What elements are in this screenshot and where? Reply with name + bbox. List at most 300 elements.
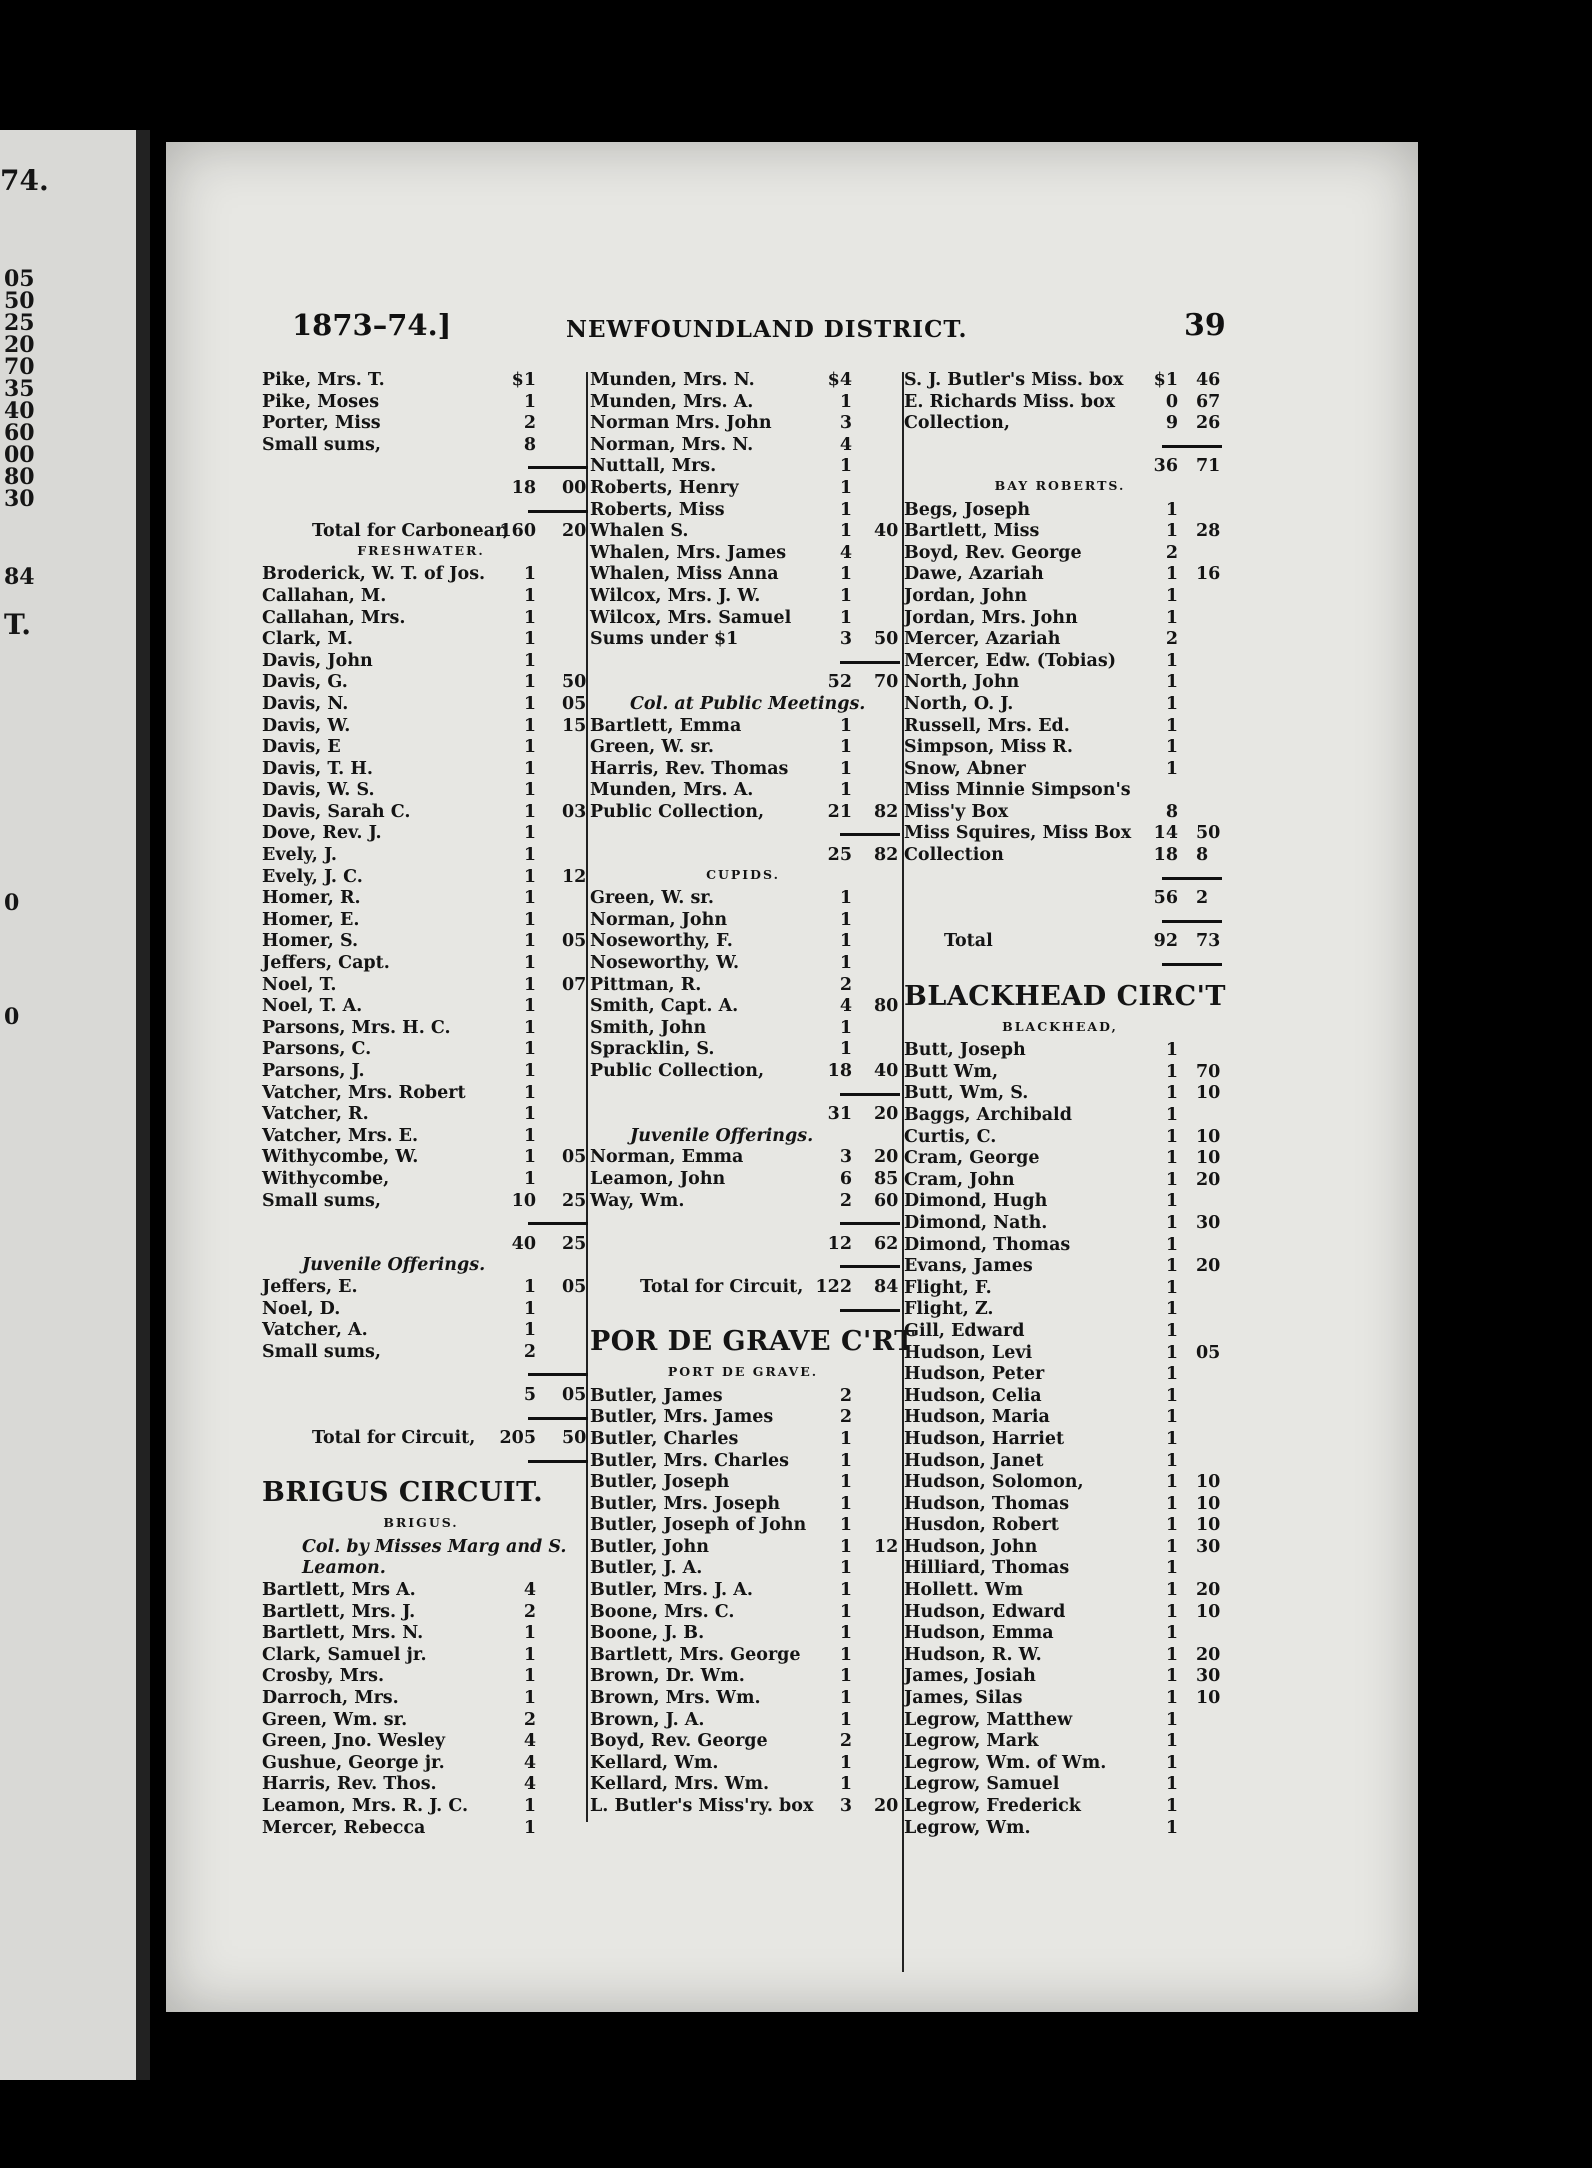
entry-name: Bartlett, Mrs. N. bbox=[262, 1623, 424, 1644]
ledger-row bbox=[590, 931, 896, 953]
ledger-row bbox=[590, 1580, 896, 1602]
amount-dollars: 1 bbox=[839, 909, 852, 930]
amount-cents: 10 bbox=[1196, 1601, 1221, 1622]
ledger-row bbox=[262, 1558, 580, 1580]
amount-dollars: 3 bbox=[839, 1796, 852, 1816]
entry-name: Gushue, George jr. bbox=[262, 1752, 445, 1773]
amount-dollars: 1 bbox=[1165, 1472, 1178, 1493]
ledger-row bbox=[262, 1731, 580, 1753]
ledger-row bbox=[904, 1451, 1216, 1473]
amount-dollars: 1 bbox=[839, 888, 852, 909]
ledger-row bbox=[590, 1061, 899, 1083]
entry-name: Davis, W. S. bbox=[262, 780, 375, 801]
amount-dollars: 1 bbox=[523, 1644, 536, 1665]
ledger-row bbox=[262, 1753, 580, 1775]
ledger-row bbox=[904, 716, 1216, 738]
amount-dollars: 1 bbox=[839, 931, 852, 952]
entry-name: Green, Jno. Wesley bbox=[262, 1731, 446, 1752]
column-3 bbox=[904, 370, 1226, 1839]
ledger-row bbox=[904, 737, 1216, 759]
amount-dollars: 1 bbox=[523, 715, 536, 736]
ledger-row bbox=[590, 1255, 896, 1277]
entry-name: Pike, Moses bbox=[262, 391, 380, 412]
entry-name: Munden, Mrs. A. bbox=[590, 780, 754, 801]
entry-name: Collection bbox=[904, 845, 1004, 866]
entry-name: Vatcher, R. bbox=[262, 1104, 369, 1125]
entry-name: Legrow, Matthew bbox=[904, 1709, 1073, 1730]
amount-cents: 10 bbox=[1196, 1515, 1221, 1536]
amount-dollars: 1 bbox=[839, 737, 852, 758]
amount-cents: 05 bbox=[562, 1384, 587, 1405]
entry-name: CUPIDS. bbox=[706, 866, 780, 882]
amount-dollars: 1 bbox=[839, 477, 852, 498]
amount-dollars: 1 bbox=[839, 456, 852, 477]
entry-name: Evely, J. bbox=[262, 845, 337, 866]
ledger-row bbox=[904, 564, 1221, 586]
amount-dollars: 4 bbox=[523, 1752, 536, 1773]
ledger-row bbox=[904, 1623, 1216, 1645]
ledger-row bbox=[262, 543, 580, 565]
ledger-row bbox=[262, 1083, 580, 1105]
ledger-row bbox=[262, 521, 587, 543]
ledger-row bbox=[262, 586, 580, 608]
amount-cents: 80 bbox=[874, 996, 899, 1017]
entry-name: Legrow, Wm. bbox=[904, 1817, 1031, 1838]
amount-dollars: 2 bbox=[839, 1407, 852, 1428]
ledger-row bbox=[262, 435, 580, 457]
entry-name: Hudson, Solomon, bbox=[904, 1472, 1084, 1493]
amount-dollars: 1 bbox=[523, 693, 536, 714]
ledger-row bbox=[590, 1190, 899, 1213]
amount-cents: 26 bbox=[1196, 413, 1221, 434]
entry-name: BAY ROBERTS. bbox=[994, 477, 1126, 493]
entry-name: Col. at Public Meetings. bbox=[630, 693, 866, 714]
entry-name: Noel, D. bbox=[262, 1298, 341, 1319]
amount-dollars: 1 bbox=[1165, 1666, 1178, 1687]
ledger-row bbox=[904, 1321, 1216, 1343]
ledger-row bbox=[262, 1645, 580, 1667]
amount-dollars: 1 bbox=[1165, 1083, 1178, 1104]
entry-name: Harris, Rev. Thos. bbox=[262, 1774, 437, 1795]
ledger-row bbox=[904, 1169, 1221, 1192]
amount-dollars: 1 bbox=[523, 1276, 536, 1297]
entry-name: Butler, Charles bbox=[590, 1428, 739, 1449]
entry-name: Roberts, Miss bbox=[590, 499, 725, 520]
ledger-row bbox=[904, 888, 1216, 910]
sum-rule bbox=[528, 466, 588, 469]
entry-name: Withycombe, bbox=[262, 1168, 390, 1189]
entry-name: Harris, Rev. Thomas bbox=[590, 758, 789, 779]
ledger-row bbox=[590, 1688, 896, 1710]
entry-name: Dove, Rev. J. bbox=[262, 823, 382, 844]
entry-name: Hudson, Maria bbox=[904, 1407, 1050, 1428]
amount-dollars: 1 bbox=[1165, 1105, 1178, 1125]
entry-name: Hilliard, Thomas bbox=[904, 1558, 1070, 1579]
ledger-row bbox=[262, 715, 587, 738]
amount-cents: 40 bbox=[874, 1061, 899, 1081]
amount-dollars: 14 bbox=[1153, 823, 1178, 844]
entry-name: Butler, Mrs. Charles bbox=[590, 1450, 789, 1471]
entry-name: Butt Wm, bbox=[904, 1061, 999, 1082]
ledger-row bbox=[904, 759, 1216, 781]
amount-dollars: 4 bbox=[523, 1580, 536, 1601]
entry-name: Porter, Miss bbox=[262, 413, 381, 434]
entry-name: Vatcher, Mrs. Robert bbox=[262, 1082, 466, 1103]
amount-cents: 25 bbox=[562, 1233, 587, 1254]
ledger-row bbox=[262, 1537, 580, 1559]
ledger-row bbox=[262, 1320, 580, 1342]
entry-name: Butler, Mrs. James bbox=[590, 1407, 774, 1428]
ledger-row bbox=[590, 500, 896, 522]
ledger-row bbox=[262, 780, 580, 802]
ledger-row bbox=[590, 953, 896, 975]
amount-dollars: 1 bbox=[839, 1450, 852, 1471]
ledger-row bbox=[262, 1276, 587, 1299]
amount-dollars: 1 bbox=[1165, 1515, 1178, 1536]
ledger-row bbox=[590, 478, 896, 500]
ledger-row bbox=[262, 1450, 580, 1472]
ledger-row bbox=[262, 392, 580, 414]
entry-name: BRIGUS. bbox=[383, 1515, 459, 1531]
amount-dollars: 1 bbox=[839, 1688, 852, 1709]
ledger-row bbox=[262, 500, 580, 522]
ledger-row bbox=[590, 1602, 896, 1624]
ledger-row bbox=[262, 953, 580, 975]
amount-dollars: 4 bbox=[839, 542, 852, 563]
entry-name: S. J. Butler's Miss. box bbox=[904, 370, 1124, 390]
ledger-row bbox=[904, 1019, 1216, 1041]
amount-dollars: 1 bbox=[523, 1298, 536, 1319]
entry-name: Miss Squires, Miss Box bbox=[904, 823, 1132, 844]
ledger-row bbox=[590, 608, 896, 630]
ledger-row bbox=[262, 823, 580, 845]
amount-dollars: 1 bbox=[523, 1666, 536, 1687]
ledger-row bbox=[590, 1212, 896, 1234]
entry-name: Munden, Mrs. N. bbox=[590, 370, 755, 390]
amount-dollars: 1 bbox=[1165, 1061, 1178, 1082]
ledger-row bbox=[904, 1429, 1216, 1451]
entry-name: Gill, Edward bbox=[904, 1320, 1025, 1341]
amount-cents: 05 bbox=[562, 693, 587, 714]
entry-name: Snow, Abner bbox=[904, 758, 1026, 779]
amount-dollars: $1 bbox=[511, 370, 536, 390]
amount-dollars: 36 bbox=[1153, 456, 1178, 477]
amount-dollars: 1 bbox=[1165, 1601, 1178, 1622]
entry-name: Butler, James bbox=[590, 1385, 723, 1406]
entry-name: Brown, Dr. Wm. bbox=[590, 1666, 745, 1687]
amount-dollars: 1 bbox=[839, 1039, 852, 1060]
ledger-row bbox=[262, 1407, 580, 1429]
ledger-row bbox=[590, 1731, 896, 1753]
amount-dollars: 1 bbox=[839, 1493, 852, 1514]
amount-dollars: 1 bbox=[1165, 758, 1178, 779]
amount-dollars: 1 bbox=[1165, 1428, 1178, 1449]
amount-dollars: 52 bbox=[827, 672, 852, 693]
amount-dollars: 4 bbox=[523, 1774, 536, 1795]
entry-name: Whalen S. bbox=[590, 521, 689, 542]
header-year: 1873–74.] bbox=[292, 308, 452, 342]
entry-name: North, O. J. bbox=[904, 693, 1014, 714]
entry-name: Hudson, Peter bbox=[904, 1364, 1045, 1385]
amount-dollars: 1 bbox=[839, 1644, 852, 1665]
ledger-row bbox=[262, 801, 587, 824]
ledger-row bbox=[262, 1818, 580, 1840]
amount-dollars: 1 bbox=[839, 1666, 852, 1687]
amount-cents: 50 bbox=[562, 1428, 587, 1449]
entry-name: Russell, Mrs. Ed. bbox=[904, 715, 1070, 736]
amount-dollars: 10 bbox=[511, 1190, 536, 1211]
entry-name: Pike, Mrs. T. bbox=[262, 370, 385, 390]
amount-dollars: 1 bbox=[1165, 1623, 1178, 1644]
entry-name: Hudson, R. W. bbox=[904, 1644, 1042, 1665]
entry-name: Miss'y Box bbox=[904, 801, 1009, 822]
ledger-row bbox=[904, 1235, 1216, 1257]
amount-cents: 30 bbox=[1196, 1212, 1221, 1233]
amount-dollars: 1 bbox=[839, 499, 852, 520]
amount-dollars: 1 bbox=[523, 1061, 536, 1081]
entry-name: Homer, S. bbox=[262, 931, 359, 952]
entry-name: Callahan, M. bbox=[262, 585, 387, 606]
amount-dollars: 1 bbox=[1165, 1752, 1178, 1773]
ledger-row bbox=[904, 1580, 1221, 1602]
ledger-row bbox=[262, 759, 580, 781]
sum-rule bbox=[1162, 877, 1222, 880]
amount-dollars: 2 bbox=[839, 1190, 852, 1211]
ledger-row bbox=[904, 1493, 1221, 1516]
ledger-row bbox=[904, 1796, 1216, 1818]
ledger-row bbox=[904, 823, 1221, 845]
ledger-row bbox=[262, 1212, 580, 1234]
amount-cents: 50 bbox=[562, 672, 587, 693]
ledger-row bbox=[904, 1818, 1216, 1840]
amount-cents: 70 bbox=[874, 672, 899, 693]
entry-name: Hollett. Wm bbox=[904, 1580, 1024, 1601]
ledger-row bbox=[262, 1666, 580, 1688]
ledger-row bbox=[904, 867, 1216, 889]
entry-name: Butt, Wm, S. bbox=[904, 1083, 1029, 1104]
amount-dollars: 2 bbox=[523, 1341, 536, 1362]
amount-cents: 60 bbox=[874, 1190, 899, 1211]
amount-cents: 62 bbox=[874, 1233, 899, 1254]
amount-dollars: 8 bbox=[523, 434, 536, 455]
amount-cents: 10 bbox=[1196, 1083, 1221, 1104]
amount-dollars: 1 bbox=[839, 1536, 852, 1557]
amount-cents: 10 bbox=[1196, 1126, 1221, 1147]
ledger-row bbox=[262, 477, 587, 500]
entry-name: Bartlett, Mrs. J. bbox=[262, 1601, 416, 1622]
entry-name: Sums under $1 bbox=[590, 629, 739, 650]
ledger-row bbox=[590, 716, 896, 738]
entry-name: Butler, Mrs. Joseph bbox=[590, 1493, 781, 1514]
entry-name: Davis, N. bbox=[262, 693, 349, 714]
entry-name: Public Collection, bbox=[590, 1061, 765, 1081]
ledger-row bbox=[590, 1018, 896, 1040]
left-page-fragment bbox=[0, 130, 150, 2080]
amount-dollars: 4 bbox=[523, 1731, 536, 1752]
ledger-row bbox=[262, 564, 580, 586]
amount-cents: 73 bbox=[1196, 931, 1221, 952]
amount-dollars: 2 bbox=[839, 1385, 852, 1406]
ledger-row bbox=[904, 629, 1216, 651]
entry-name: Brown, Mrs. Wm. bbox=[590, 1688, 761, 1709]
ledger-row bbox=[262, 456, 580, 478]
amount-cents: 40 bbox=[874, 521, 899, 542]
amount-dollars: 1 bbox=[839, 1601, 852, 1622]
entry-name: Dimond, Hugh bbox=[904, 1191, 1048, 1212]
entry-name: Dimond, Nath. bbox=[904, 1212, 1048, 1233]
ledger-row bbox=[904, 672, 1216, 694]
ledger-row bbox=[262, 1233, 587, 1256]
amount-dollars: 1 bbox=[1165, 715, 1178, 736]
ledger-row bbox=[590, 1233, 899, 1256]
amount-cents: 20 bbox=[1196, 1644, 1221, 1665]
sum-rule bbox=[1162, 920, 1222, 923]
ledger-row bbox=[262, 1255, 580, 1277]
amount-dollars: 1 bbox=[839, 585, 852, 606]
amount-cents: 15 bbox=[562, 715, 587, 736]
amount-cents: 71 bbox=[1196, 456, 1221, 477]
ledger-row bbox=[590, 801, 899, 824]
ledger-row bbox=[590, 694, 896, 716]
entry-name: Hudson, Harriet bbox=[904, 1428, 1065, 1449]
entry-name: Flight, Z. bbox=[904, 1299, 994, 1320]
amount-dollars: 1 bbox=[839, 1752, 852, 1773]
entry-name: Davis, John bbox=[262, 650, 373, 671]
left-page-fragment-text: 84 bbox=[4, 564, 35, 590]
amount-dollars: 25 bbox=[827, 845, 852, 866]
amount-dollars: 2 bbox=[839, 974, 852, 995]
ledger-row bbox=[590, 1451, 896, 1473]
entry-name: Juvenile Offerings. bbox=[630, 1125, 814, 1146]
ledger-row bbox=[590, 888, 896, 910]
left-page-fragment-text: 60 bbox=[4, 420, 35, 446]
entry-name: Hudson, Emma bbox=[904, 1623, 1054, 1644]
ledger-row bbox=[590, 1126, 896, 1148]
entry-name: Bartlett, Miss bbox=[904, 521, 1040, 542]
amount-cents: 85 bbox=[874, 1168, 899, 1189]
entry-name: Brown, J. A. bbox=[590, 1709, 705, 1730]
amount-dollars: 56 bbox=[1153, 888, 1178, 909]
ledger-row bbox=[262, 1688, 580, 1710]
column-2 bbox=[590, 370, 915, 1818]
amount-dollars: 1 bbox=[523, 1104, 536, 1125]
amount-dollars: 1 bbox=[1165, 1817, 1178, 1838]
ledger-row bbox=[262, 1515, 580, 1537]
entry-name: L. Butler's Miss'ry. box bbox=[590, 1796, 814, 1816]
amount-dollars: 1 bbox=[523, 1168, 536, 1189]
amount-dollars: 8 bbox=[1165, 801, 1178, 822]
entry-name: Munden, Mrs. A. bbox=[590, 391, 754, 412]
amount-dollars: 3 bbox=[839, 1147, 852, 1168]
amount-dollars: 1 bbox=[523, 953, 536, 974]
amount-cents: 30 bbox=[1196, 1536, 1221, 1557]
amount-dollars: 2 bbox=[839, 1731, 852, 1752]
ledger-row bbox=[590, 1364, 896, 1386]
left-page-fragment-text: 05 bbox=[4, 266, 35, 292]
amount-dollars: 1 bbox=[523, 845, 536, 866]
amount-dollars: 1 bbox=[1165, 1688, 1178, 1709]
amount-cents: 20 bbox=[1196, 1256, 1221, 1277]
amount-dollars: 205 bbox=[499, 1428, 536, 1449]
amount-dollars: 18 bbox=[511, 477, 536, 498]
entry-name: Leamon. bbox=[302, 1558, 386, 1579]
ledger-row bbox=[590, 1429, 896, 1451]
amount-dollars: 1 bbox=[1165, 1212, 1178, 1233]
ledger-row bbox=[590, 564, 896, 586]
entry-name: POR DE GRAVE C'RT bbox=[590, 1326, 915, 1358]
entry-name: Davis, Sarah C. bbox=[262, 801, 411, 822]
entry-name: Crosby, Mrs. bbox=[262, 1666, 385, 1687]
amount-dollars: 5 bbox=[523, 1384, 536, 1405]
entry-name: Dawe, Azariah bbox=[904, 564, 1044, 585]
ledger-row bbox=[590, 1386, 896, 1408]
amount-dollars: 2 bbox=[1165, 542, 1178, 563]
entry-name: Smith, John bbox=[590, 1017, 707, 1038]
amount-dollars: 1 bbox=[839, 780, 852, 801]
ledger-row bbox=[590, 1039, 896, 1061]
amount-cents: 12 bbox=[874, 1536, 899, 1557]
amount-dollars: 1 bbox=[1165, 1040, 1178, 1061]
ledger-row bbox=[590, 1515, 896, 1537]
ledger-row bbox=[590, 1299, 896, 1321]
entry-name: Jeffers, E. bbox=[262, 1276, 358, 1297]
amount-dollars: 4 bbox=[839, 434, 852, 455]
ledger-row bbox=[590, 1472, 896, 1494]
amount-cents: 10 bbox=[1196, 1493, 1221, 1514]
entry-name: Nuttall, Mrs. bbox=[590, 456, 717, 477]
amount-dollars: 1 bbox=[1165, 1774, 1178, 1795]
amount-dollars: 1 bbox=[839, 1017, 852, 1038]
ledger-row bbox=[904, 1536, 1221, 1559]
sum-rule bbox=[1162, 963, 1222, 966]
ledger-row bbox=[904, 845, 1216, 867]
entry-name: Butler, Joseph bbox=[590, 1472, 730, 1493]
left-page-fragment-text: 0 bbox=[4, 890, 20, 916]
entry-name: Evely, J. C. bbox=[262, 866, 363, 887]
amount-dollars: 1 bbox=[523, 801, 536, 822]
entry-name: Smith, Capt. A. bbox=[590, 996, 739, 1017]
left-page-fragment-text: T. bbox=[4, 608, 31, 641]
amount-dollars: 1 bbox=[1165, 1169, 1178, 1190]
amount-dollars: 1 bbox=[1165, 1364, 1178, 1385]
entry-name: Way, Wm. bbox=[590, 1190, 685, 1211]
amount-dollars: 1 bbox=[1165, 607, 1178, 628]
amount-dollars: 2 bbox=[523, 413, 536, 434]
entry-name: Davis, E bbox=[262, 737, 341, 758]
ledger-row bbox=[904, 456, 1221, 478]
entry-name: Dimond, Thomas bbox=[904, 1234, 1071, 1255]
amount-cents: 30 bbox=[1196, 1666, 1221, 1687]
ledger-row bbox=[904, 1601, 1221, 1624]
sum-rule bbox=[528, 1373, 588, 1376]
ledger-row bbox=[590, 867, 896, 889]
entry-name: Norman, Mrs. N. bbox=[590, 434, 754, 455]
ledger-row bbox=[590, 737, 896, 759]
entry-name: Boone, J. B. bbox=[590, 1623, 705, 1644]
sum-rule bbox=[840, 1265, 900, 1268]
amount-dollars: 1 bbox=[839, 607, 852, 628]
amount-dollars: 1 bbox=[523, 1147, 536, 1168]
amount-dollars: 1 bbox=[523, 780, 536, 801]
ledger-row bbox=[904, 500, 1216, 522]
ledger-row bbox=[590, 975, 896, 997]
ledger-row bbox=[262, 1796, 580, 1818]
amount-dollars: 31 bbox=[827, 1104, 852, 1125]
ledger-row bbox=[590, 1796, 899, 1818]
amount-dollars: 1 bbox=[1165, 1796, 1178, 1816]
amount-cents: 25 bbox=[562, 1190, 587, 1211]
amount-dollars: 1 bbox=[1165, 737, 1178, 758]
